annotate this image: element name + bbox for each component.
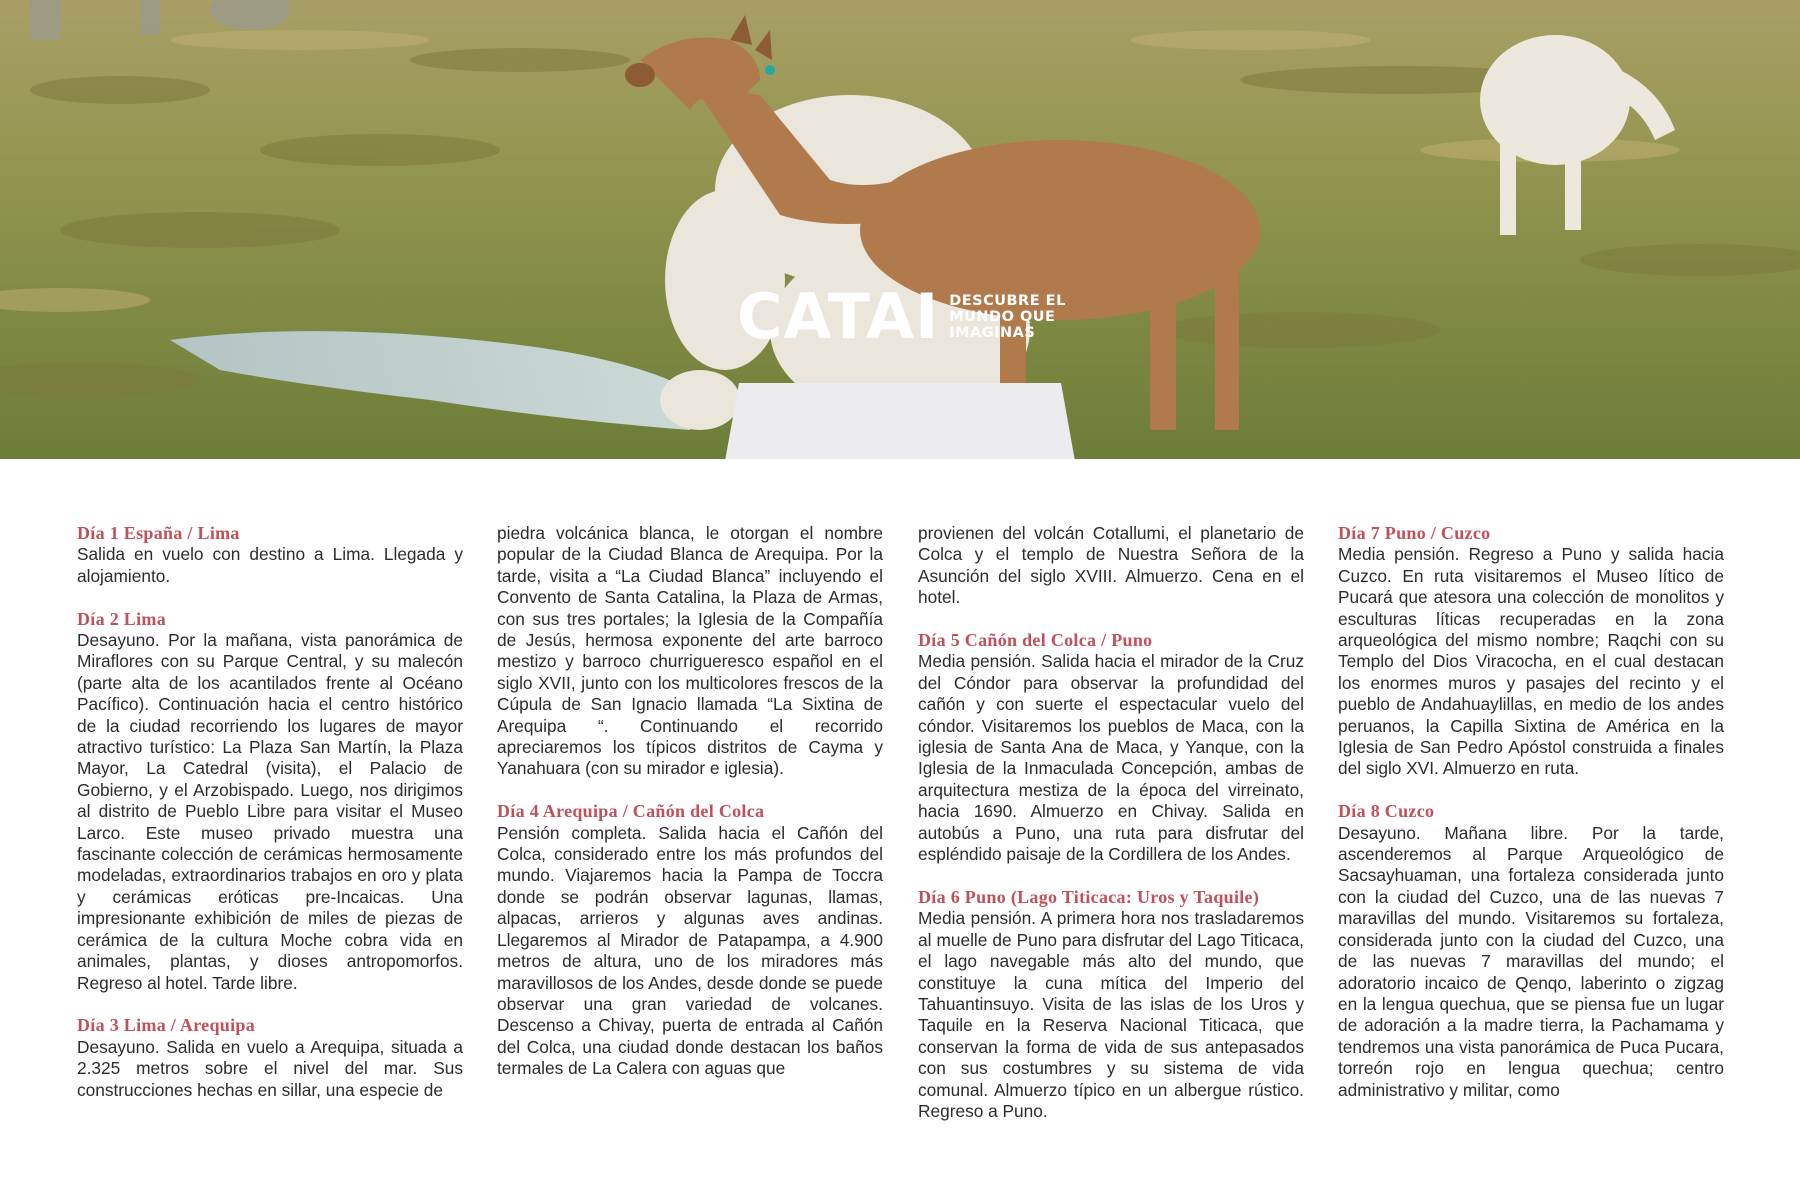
day-description: piedra volcánica blanca, le otorgan el nombre popular de la Ciudad Blanca de Arequipa. Por la tarde, visita a “La Ciudad Blanca” incluyendo el Convento de Santa Catalina, la Plaza de Armas, con sus tres portales; la Iglesia de la Compañía de Jesús, hermosa exponente del arte barroco mestizo y barroco churrigueresco español en el siglo XVII, junto con los multicolores frescos de la Cúpula de San Ignacio llamada “La Sixtina de Arequipa “. Continuando el recorrido apreciaremos los típicos distritos de Cayma y Yanahuara (con su mirador e iglesia). (497, 523, 883, 779)
day-title: Día 1 España / Lima (77, 523, 240, 543)
day-title: Día 5 Cañón del Colca / Puno (918, 630, 1153, 651)
day-entry-6 (918, 887, 1304, 1122)
day-description: Desayuno. Salida en vuelo a Arequipa, situada a 2.325 metros sobre el nivel del mar. Sus construcciones hechas en sillar, una especie de (77, 1036, 463, 1100)
day-description: Media pensión. Salida hacia el mirador de la Cruz del Cóndor para observar la profundidad del cañón y con suerte el espectacular vuelo del cóndor. Visitaremos los pueblos de Maca, con la iglesia de Santa Ana de Maca, y Yanque, con la Iglesia de la Inmaculada Concepción, ambas de arquitectura mestiza de la época del virreinato, hacia 1690. Almuerzo en Chivay. Salida en autobús a Puno, una ruta para disfrutar del espléndido paisaje de la Cordillera de los Andes. (918, 651, 1304, 865)
day-title: Día 3 Lima / Arequipa (77, 1015, 255, 1036)
day-description: Media pensión. Regreso a Puno y salida hacia Cuzco. En ruta visitaremos el Museo lítico de Pucará que atesora una colección de monolitos y esculturas líticas recuperadas en la zona arqueológica del mismo nombre; Raqchi con su Templo del Dios Viracocha, en el cual destacan los enormes muros y pasajes del recinto y el pueblo de Andahuaylillas, en medio de los andes peruanos, la Capilla Sixtina de América en la Iglesia de San Pedro Apóstol construida a finales del siglo XVI. Almuerzo en ruta. (1338, 544, 1724, 779)
day-entry-8 (1338, 801, 1724, 1101)
day-entry-4-continued (918, 523, 1304, 609)
day-entry-1 (77, 523, 463, 587)
header-tab (725, 383, 1075, 459)
day-description: Media pensión. A primera hora nos trasladaremos al muelle de Puno para disfrutar del Lago Titicaca, el lago navegable más alto del mundo, que constituye la cuna mítica del Imperio del Tahuantinsuyo. Visita de las islas de los Uros y Taquile en la Reserva Nacional Titicaca, que conservan la forma de vida de sus antepasados con sus costumbres y su sistema de vida comunal. Almuerzo típico en un albergue rústico. Regreso a Puno. (918, 908, 1304, 1121)
day-description: provienen del volcán Cotallumi, el planetario de Colca y el templo de Nuestra Señora de la Asunción del siglo XVIII. Almuerzo. Cena en el hotel. (918, 523, 1304, 608)
day-description: Desayuno. Por la mañana, vista panorámica de Miraflores con su Parque Central, y su malecón (parte alta de los acantilados frente al Océano Pacífico). Continuación hacia el centro histórico de la ciudad recorriendo los lugares de mayor atractivo turístico: La Plaza San Martín, la Plaza Mayor, La Catedral (visita), el Palacio de Gobierno, y el Arzobispado. Luego, nos dirigimos al distrito de Pueblo Libre para visitar el Museo Larco. Este museo privado muestra una fascinante colección de cerámicas hermosamente modeladas, extraordinarios trabajos en oro y plata y cerámicas eróticas pre-Incaicas. Una impresionante exhibición de miles de piezas de cerámica de la cultura Moche cobra vida en animales, plantas, y dioses antropomorfos. Regreso al hotel. Tarde libre. (77, 630, 463, 993)
day-title: Día 7 Puno / Cuzco (1338, 523, 1491, 543)
itinerary-column-3 (918, 523, 1304, 1122)
itinerary-column-1 (77, 523, 463, 1101)
catai-logo (737, 282, 1066, 352)
logo-wordmark: CATAI (737, 280, 940, 353)
day-entry-4 (497, 801, 883, 1079)
tagline-line: IMAGINAS (949, 325, 1036, 341)
tagline-line: DESCUBRE EL (949, 293, 1066, 309)
day-entry-3 (77, 1015, 463, 1101)
day-title: Día 8 Cuzco (1338, 801, 1435, 822)
itinerary-column-2 (497, 523, 883, 1080)
hero-photo (0, 0, 1800, 459)
day-entry-2 (77, 609, 463, 994)
day-title: Día 2 Lima (77, 608, 167, 629)
day-description: Pensión completa. Salida hacia el Cañón del Colca, considerado entre los más profundos del mundo. Viajaremos hacia la Pampa de Toccra donde se podrán observar lagunas, llamas, alpacas, arrieros y algunas aves andinas. Llegaremos al Mirador de Patapampa, a 4.900 metros de altura, uno de los miradores más maravillosos de los Andes, desde donde se puede observar una gran variedad de volcanes. Descenso a Chivay, puerta de entrada al Cañón del Colca, una ciudad donde destacan los baños termales de La Calera con aguas que (497, 822, 883, 1079)
day-entry-7 (1338, 523, 1724, 780)
day-title: Día 6 Puno (Lago Titicaca: Uros y Taquile) (918, 886, 1260, 907)
logo-tagline (949, 293, 1066, 341)
day-description: Desayuno. Mañana libre. Por la tarde, ascenderemos al Parque Arqueológico de Sacsayhuaman, una fortaleza considerada junto con la ciudad del Cuzco, una de las nuevas 7 maravillas del mundo. Visitaremos su fortaleza, considerada junto con la ciudad del Cuzco, una de las nuevas 7 maravillas del mundo; el adoratorio incaico de Qenqo, laberinto o zigzag en la lengua quechua, que se piensa fue un lugar de adoración a la madre tierra, la Pachamama y tendremos una vista panorámica de Puca Pucara, torreón rojo en lengua quechua; centro administrativo y militar, como (1338, 822, 1724, 1100)
itinerary-column-4 (1338, 523, 1724, 1101)
tagline-line: MUNDO QUE (949, 309, 1056, 325)
day-title: Día 4 Arequipa / Cañón del Colca (497, 801, 765, 822)
day-description: Salida en vuelo con destino a Lima. Llegada y alojamiento. (77, 544, 463, 586)
day-entry-5 (918, 630, 1304, 865)
day-entry-3-continued (497, 523, 883, 780)
